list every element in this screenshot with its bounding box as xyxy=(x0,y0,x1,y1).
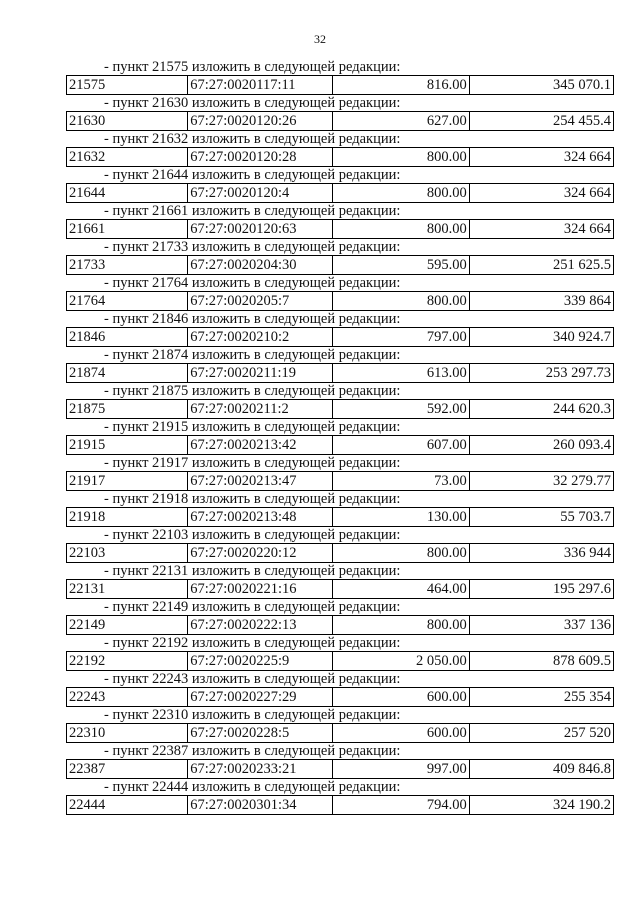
amendment-entry xyxy=(66,60,614,96)
cell-item-number: 22444 xyxy=(67,796,188,815)
cell-item-number: 22387 xyxy=(67,760,188,779)
caption-prefix: - пункт xyxy=(104,671,149,687)
caption-suffix: изложить в следующей редакции: xyxy=(191,167,401,183)
amendment-caption xyxy=(66,348,614,363)
cell-cadastral-value: 55 703.7 xyxy=(469,508,613,527)
caption-prefix: - пункт xyxy=(104,563,149,579)
caption-item-id: 21875 xyxy=(152,383,189,399)
cell-cadastral-number: 67:27:0020213:42 xyxy=(188,436,333,455)
cell-item-number: 21630 xyxy=(67,112,188,131)
caption-item-id: 22387 xyxy=(152,743,189,759)
caption-suffix: изложить в следующей редакции: xyxy=(191,59,401,75)
table-row xyxy=(66,543,614,563)
amendment-entry xyxy=(66,708,614,744)
amendment-caption xyxy=(66,636,614,651)
cell-cadastral-value: 340 924.7 xyxy=(469,328,613,347)
table-row xyxy=(66,327,614,347)
amendment-entry xyxy=(66,96,614,132)
cell-area: 627.00 xyxy=(333,112,469,131)
cell-area: 592.00 xyxy=(333,400,469,419)
cell-cadastral-number: 67:27:0020204:30 xyxy=(188,256,333,275)
amendment-entry xyxy=(66,528,614,564)
caption-item-id: 22192 xyxy=(152,635,189,651)
cell-cadastral-value: 251 625.5 xyxy=(469,256,613,275)
caption-suffix: изложить в следующей редакции: xyxy=(191,383,401,399)
amendment-caption xyxy=(66,564,614,579)
cell-item-number: 22131 xyxy=(67,580,188,599)
amendment-caption xyxy=(66,276,614,291)
amendment-entry xyxy=(66,492,614,528)
amendment-caption xyxy=(66,384,614,399)
amendment-entry xyxy=(66,168,614,204)
table-row xyxy=(66,255,614,275)
caption-prefix: - пункт xyxy=(104,203,149,219)
caption-prefix: - пункт xyxy=(104,707,149,723)
cell-cadastral-value: 324 664 xyxy=(469,220,613,239)
cell-cadastral-value: 257 520 xyxy=(469,724,613,743)
table-row xyxy=(66,579,614,599)
caption-suffix: изложить в следующей редакции: xyxy=(191,491,401,507)
caption-item-id: 22103 xyxy=(152,527,189,543)
cell-item-number: 21917 xyxy=(67,472,188,491)
caption-suffix: изложить в следующей редакции: xyxy=(191,455,401,471)
cell-cadastral-number: 67:27:0020211:2 xyxy=(188,400,333,419)
caption-item-id: 22131 xyxy=(152,563,189,579)
amendments-list xyxy=(66,60,614,816)
caption-prefix: - пункт xyxy=(104,743,149,759)
amendment-caption xyxy=(66,456,614,471)
caption-item-id: 21874 xyxy=(152,347,189,363)
cell-item-number: 21875 xyxy=(67,400,188,419)
amendment-entry xyxy=(66,312,614,348)
amendment-caption xyxy=(66,600,614,615)
table-row xyxy=(66,651,614,671)
caption-item-id: 21630 xyxy=(152,95,189,111)
amendment-entry xyxy=(66,600,614,636)
cell-cadastral-value: 336 944 xyxy=(469,544,613,563)
cell-area: 997.00 xyxy=(333,760,469,779)
cell-item-number: 21846 xyxy=(67,328,188,347)
amendment-caption xyxy=(66,744,614,759)
cell-area: 797.00 xyxy=(333,328,469,347)
cell-cadastral-number: 67:27:0020120:26 xyxy=(188,112,333,131)
caption-prefix: - пункт xyxy=(104,527,149,543)
amendment-caption xyxy=(66,96,614,111)
cell-cadastral-number: 67:27:0020211:19 xyxy=(188,364,333,383)
cell-cadastral-number: 67:27:0020213:48 xyxy=(188,508,333,527)
amendment-entry xyxy=(66,780,614,816)
cell-area: 800.00 xyxy=(333,220,469,239)
caption-suffix: изложить в следующей редакции: xyxy=(191,635,401,651)
cell-cadastral-number: 67:27:0020213:47 xyxy=(188,472,333,491)
amendment-entry xyxy=(66,564,614,600)
cell-item-number: 21733 xyxy=(67,256,188,275)
caption-suffix: изложить в следующей редакции: xyxy=(191,779,401,795)
cell-cadastral-value: 260 093.4 xyxy=(469,436,613,455)
cell-cadastral-number: 67:27:0020228:5 xyxy=(188,724,333,743)
amendment-caption xyxy=(66,780,614,795)
cell-area: 2 050.00 xyxy=(333,652,469,671)
cell-cadastral-number: 67:27:0020120:4 xyxy=(188,184,333,203)
caption-suffix: изложить в следующей редакции: xyxy=(191,419,401,435)
table-row xyxy=(66,399,614,419)
amendment-caption xyxy=(66,528,614,543)
caption-suffix: изложить в следующей редакции: xyxy=(191,599,401,615)
table-row xyxy=(66,291,614,311)
caption-prefix: - пункт xyxy=(104,275,149,291)
cell-cadastral-value: 255 354 xyxy=(469,688,613,707)
table-row xyxy=(66,75,614,95)
cell-item-number: 22192 xyxy=(67,652,188,671)
cell-cadastral-value: 324 664 xyxy=(469,148,613,167)
cell-area: 595.00 xyxy=(333,256,469,275)
cell-cadastral-number: 67:27:0020227:29 xyxy=(188,688,333,707)
caption-prefix: - пункт xyxy=(104,347,149,363)
cell-cadastral-number: 67:27:0020225:9 xyxy=(188,652,333,671)
amendment-entry xyxy=(66,672,614,708)
caption-suffix: изложить в следующей редакции: xyxy=(191,131,401,147)
cell-cadastral-value: 339 864 xyxy=(469,292,613,311)
caption-item-id: 21644 xyxy=(152,167,189,183)
amendment-entry xyxy=(66,744,614,780)
caption-prefix: - пункт xyxy=(104,95,149,111)
cell-cadastral-value: 337 136 xyxy=(469,616,613,635)
caption-suffix: изложить в следующей редакции: xyxy=(191,311,401,327)
amendment-entry xyxy=(66,456,614,492)
table-row xyxy=(66,687,614,707)
cell-item-number: 21918 xyxy=(67,508,188,527)
amendment-entry xyxy=(66,420,614,456)
caption-suffix: изложить в следующей редакции: xyxy=(191,95,401,111)
cell-area: 130.00 xyxy=(333,508,469,527)
table-row xyxy=(66,219,614,239)
amendment-entry xyxy=(66,276,614,312)
table-row xyxy=(66,759,614,779)
cell-item-number: 21915 xyxy=(67,436,188,455)
cell-cadastral-value: 195 297.6 xyxy=(469,580,613,599)
caption-item-id: 22243 xyxy=(152,671,189,687)
caption-suffix: изложить в следующей редакции: xyxy=(191,527,401,543)
caption-prefix: - пункт xyxy=(104,491,149,507)
cell-item-number: 21764 xyxy=(67,292,188,311)
caption-item-id: 21917 xyxy=(152,455,189,471)
caption-suffix: изложить в следующей редакции: xyxy=(191,239,401,255)
caption-prefix: - пункт xyxy=(104,59,149,75)
amendment-caption xyxy=(66,204,614,219)
caption-item-id: 21918 xyxy=(152,491,189,507)
table-row xyxy=(66,795,614,815)
table-row xyxy=(66,363,614,383)
caption-prefix: - пункт xyxy=(104,239,149,255)
cell-area: 613.00 xyxy=(333,364,469,383)
table-row xyxy=(66,183,614,203)
page-number: 32 xyxy=(314,32,326,46)
cell-cadastral-number: 67:27:0020233:21 xyxy=(188,760,333,779)
table-row xyxy=(66,615,614,635)
cell-cadastral-value: 324 190.2 xyxy=(469,796,613,815)
cell-area: 600.00 xyxy=(333,688,469,707)
caption-item-id: 21661 xyxy=(152,203,189,219)
cell-area: 800.00 xyxy=(333,184,469,203)
cell-cadastral-value: 878 609.5 xyxy=(469,652,613,671)
cell-area: 607.00 xyxy=(333,436,469,455)
cell-cadastral-number: 67:27:0020120:28 xyxy=(188,148,333,167)
cell-area: 800.00 xyxy=(333,616,469,635)
cell-cadastral-value: 244 620.3 xyxy=(469,400,613,419)
caption-prefix: - пункт xyxy=(104,383,149,399)
amendment-caption xyxy=(66,492,614,507)
cell-cadastral-number: 67:27:0020117:11 xyxy=(188,76,333,95)
amendment-entry xyxy=(66,204,614,240)
cell-cadastral-number: 67:27:0020301:34 xyxy=(188,796,333,815)
cell-item-number: 21874 xyxy=(67,364,188,383)
caption-prefix: - пункт xyxy=(104,599,149,615)
cell-cadastral-number: 67:27:0020220:12 xyxy=(188,544,333,563)
caption-suffix: изложить в следующей редакции: xyxy=(191,563,401,579)
caption-item-id: 21846 xyxy=(152,311,189,327)
table-row xyxy=(66,435,614,455)
amendment-entry xyxy=(66,240,614,276)
cell-cadastral-value: 254 455.4 xyxy=(469,112,613,131)
amendment-caption xyxy=(66,312,614,327)
cell-item-number: 22310 xyxy=(67,724,188,743)
cell-item-number: 21644 xyxy=(67,184,188,203)
amendment-caption xyxy=(66,420,614,435)
cell-item-number: 22149 xyxy=(67,616,188,635)
table-row xyxy=(66,723,614,743)
caption-prefix: - пункт xyxy=(104,131,149,147)
amendment-caption xyxy=(66,672,614,687)
cell-area: 73.00 xyxy=(333,472,469,491)
amendment-caption xyxy=(66,168,614,183)
amendment-caption xyxy=(66,60,614,75)
caption-item-id: 22149 xyxy=(152,599,189,615)
cell-area: 600.00 xyxy=(333,724,469,743)
amendment-entry xyxy=(66,348,614,384)
cell-cadastral-number: 67:27:0020221:16 xyxy=(188,580,333,599)
amendment-entry xyxy=(66,636,614,672)
amendment-caption xyxy=(66,708,614,723)
table-row xyxy=(66,507,614,527)
cell-cadastral-number: 67:27:0020222:13 xyxy=(188,616,333,635)
cell-item-number: 22103 xyxy=(67,544,188,563)
cell-item-number: 21575 xyxy=(67,76,188,95)
caption-prefix: - пункт xyxy=(104,311,149,327)
caption-suffix: изложить в следующей редакции: xyxy=(191,743,401,759)
cell-area: 794.00 xyxy=(333,796,469,815)
cell-cadastral-value: 409 846.8 xyxy=(469,760,613,779)
cell-item-number: 22243 xyxy=(67,688,188,707)
caption-prefix: - пункт xyxy=(104,419,149,435)
caption-suffix: изложить в следующей редакции: xyxy=(191,347,401,363)
table-row xyxy=(66,147,614,167)
table-row xyxy=(66,471,614,491)
caption-suffix: изложить в следующей редакции: xyxy=(191,671,401,687)
cell-cadastral-value: 32 279.77 xyxy=(469,472,613,491)
cell-area: 464.00 xyxy=(333,580,469,599)
cell-cadastral-value: 324 664 xyxy=(469,184,613,203)
caption-item-id: 21733 xyxy=(152,239,189,255)
cell-cadastral-value: 345 070.1 xyxy=(469,76,613,95)
caption-suffix: изложить в следующей редакции: xyxy=(191,203,401,219)
amendment-caption xyxy=(66,240,614,255)
caption-prefix: - пункт xyxy=(104,167,149,183)
caption-item-id: 21632 xyxy=(152,131,189,147)
caption-item-id: 22310 xyxy=(152,707,189,723)
caption-prefix: - пункт xyxy=(104,455,149,471)
cell-cadastral-value: 253 297.73 xyxy=(469,364,613,383)
caption-suffix: изложить в следующей редакции: xyxy=(191,707,401,723)
caption-item-id: 21915 xyxy=(152,419,189,435)
amendment-entry xyxy=(66,384,614,420)
caption-item-id: 21575 xyxy=(152,59,189,75)
caption-prefix: - пункт xyxy=(104,779,149,795)
cell-area: 816.00 xyxy=(333,76,469,95)
cell-cadastral-number: 67:27:0020120:63 xyxy=(188,220,333,239)
cell-area: 800.00 xyxy=(333,292,469,311)
caption-item-id: 22444 xyxy=(152,779,189,795)
caption-item-id: 21764 xyxy=(152,275,189,291)
cell-item-number: 21661 xyxy=(67,220,188,239)
cell-cadastral-number: 67:27:0020205:7 xyxy=(188,292,333,311)
caption-prefix: - пункт xyxy=(104,635,149,651)
cell-item-number: 21632 xyxy=(67,148,188,167)
amendment-caption xyxy=(66,132,614,147)
cell-area: 800.00 xyxy=(333,148,469,167)
cell-cadastral-number: 67:27:0020210:2 xyxy=(188,328,333,347)
amendment-entry xyxy=(66,132,614,168)
cell-area: 800.00 xyxy=(333,544,469,563)
caption-suffix: изложить в следующей редакции: xyxy=(191,275,401,291)
table-row xyxy=(66,111,614,131)
